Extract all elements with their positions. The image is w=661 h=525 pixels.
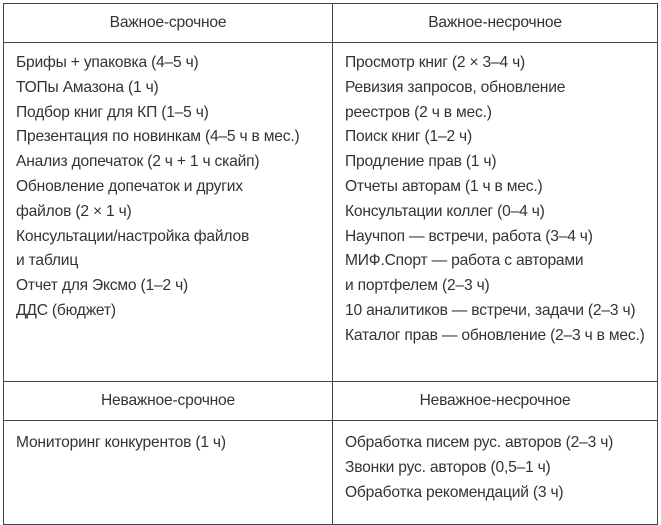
task-line: Брифы + упаковка (4–5 ч): [16, 54, 199, 71]
header-important-urgent: Важное-срочное: [4, 4, 333, 43]
eisenhower-matrix-table: [3, 3, 658, 525]
task-line: Обновление допечаток и других: [16, 177, 243, 195]
body-row-top: [4, 43, 658, 382]
task-line: ТОПы Амазона (1 ч): [16, 78, 159, 96]
header-unimportant-urgent: Неважное-срочное: [4, 382, 333, 421]
body-row-bottom: [4, 421, 658, 525]
task-line: 10 аналитиков — встречи, задачи (2–3 ч): [345, 301, 636, 319]
header-important-not-urgent: Важное-несрочное: [333, 4, 658, 43]
task-line: Каталог прав — обновление (2–3 ч в мес.): [345, 326, 645, 344]
task-line: и таблиц: [16, 252, 79, 270]
header-row-top: [4, 4, 658, 43]
task-line: Продление прав (1 ч): [345, 153, 497, 171]
task-line: Просмотр книг (2 × 3–4 ч): [345, 54, 526, 71]
task-line: МИФ.Спорт — работа с авторами: [345, 252, 584, 270]
cell-important-urgent: [4, 43, 333, 382]
task-line: Подбор книг для КП (1–5 ч): [16, 103, 209, 121]
task-line: Отчеты авторам (1 ч в мес.): [345, 177, 543, 195]
task-line: ДДС (бюджет): [16, 301, 116, 319]
task-line: Обработка рекомендаций (3 ч): [345, 483, 564, 501]
task-line: реестров (2 ч в мес.): [345, 103, 492, 121]
task-line: файлов (2 × 1 ч): [16, 202, 132, 220]
cell-important-not-urgent: [333, 43, 658, 382]
task-line: Научпоп — встречи, работа (3–4 ч): [345, 227, 593, 245]
header-row-bottom: [4, 382, 658, 421]
task-line: Мониторинг конкурентов (1 ч): [16, 434, 226, 451]
task-line: и портфелем (2–3 ч): [345, 277, 490, 295]
task-line: Консультации/настройка файлов: [16, 227, 250, 245]
cell-unimportant-not-urgent: [333, 421, 658, 525]
task-line: Анализ допечаток (2 ч + 1 ч скайп): [16, 153, 260, 171]
task-line: Консультации коллег (0–4 ч): [345, 202, 545, 220]
task-line: Отчет для Эксмо (1–2 ч): [16, 277, 188, 295]
task-line: Поиск книг (1–2 ч): [345, 128, 472, 146]
task-line: Обработка писем рус. авторов (2–3 ч): [345, 434, 614, 451]
task-line: Ревизия запросов, обновление: [345, 78, 566, 96]
task-line: Презентация по новинкам (4–5 ч в мес.): [16, 128, 300, 146]
task-line: Звонки рус. авторов (0,5–1 ч): [345, 458, 551, 476]
header-unimportant-not-urgent: Неважное-несрочное: [333, 382, 658, 421]
cell-unimportant-urgent: [4, 421, 333, 525]
